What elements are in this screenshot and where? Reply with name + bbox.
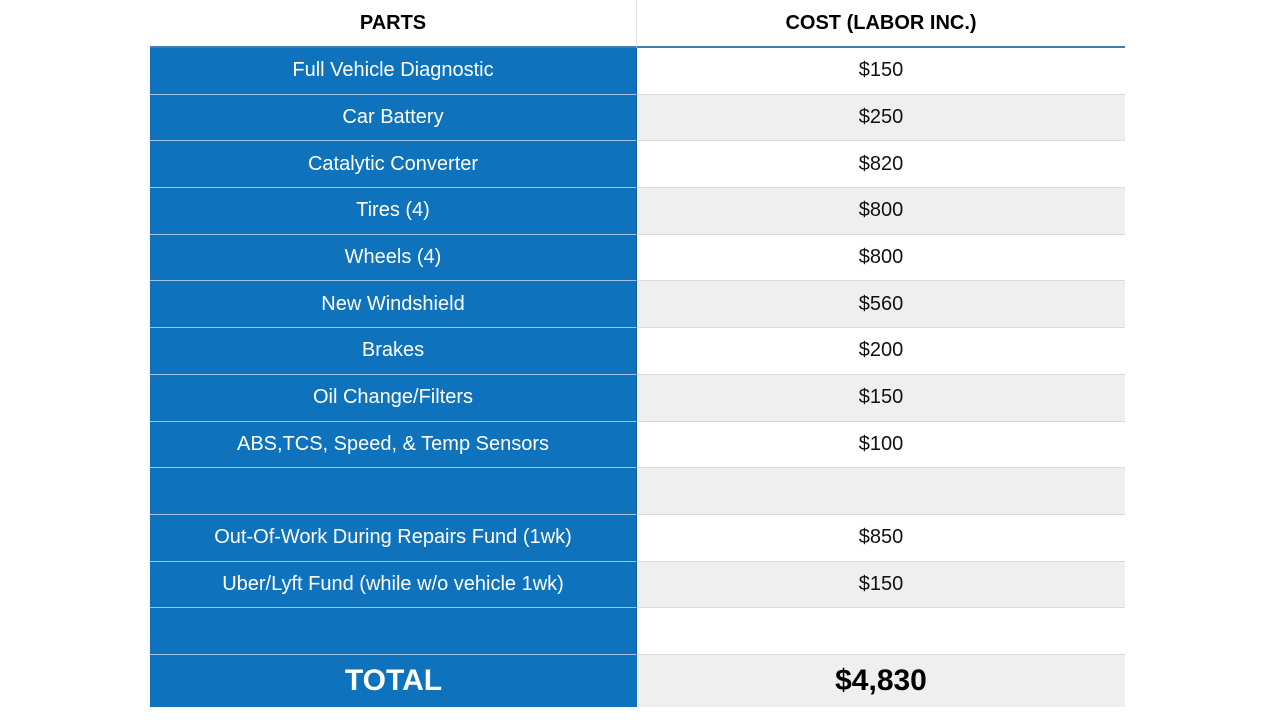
part-name-cell: Wheels (4) — [150, 235, 637, 282]
table-row — [150, 188, 1125, 235]
part-cost-cell: $150 — [637, 48, 1125, 95]
total-value: $4,830 — [637, 655, 1125, 707]
part-cost-cell: $200 — [637, 328, 1125, 375]
parts-column-header: PARTS — [150, 0, 637, 48]
part-name-cell: Out-Of-Work During Repairs Fund (1wk) — [150, 515, 637, 562]
part-cost-cell: $560 — [637, 281, 1125, 328]
table-body — [150, 48, 1125, 655]
total-row — [150, 655, 1125, 707]
part-name-cell: New Windshield — [150, 281, 637, 328]
part-cost-cell: $100 — [637, 422, 1125, 469]
part-name-cell: Catalytic Converter — [150, 141, 637, 188]
part-cost-cell: $820 — [637, 141, 1125, 188]
table-row — [150, 468, 1125, 515]
table-row — [150, 141, 1125, 188]
part-name-cell: Full Vehicle Diagnostic — [150, 48, 637, 95]
total-label: TOTAL — [150, 655, 637, 707]
table-header-row — [150, 0, 1125, 48]
part-name-cell: Uber/Lyft Fund (while w/o vehicle 1wk) — [150, 562, 637, 609]
part-cost-cell: $150 — [637, 375, 1125, 422]
part-cost-cell: $850 — [637, 515, 1125, 562]
part-cost-cell: $250 — [637, 95, 1125, 142]
part-cost-cell — [637, 468, 1125, 515]
part-name-cell — [150, 468, 637, 515]
table-row — [150, 328, 1125, 375]
table-row — [150, 95, 1125, 142]
table-row — [150, 562, 1125, 609]
part-name-cell: Tires (4) — [150, 188, 637, 235]
part-name-cell: Oil Change/Filters — [150, 375, 637, 422]
table-row — [150, 422, 1125, 469]
part-cost-cell: $800 — [637, 188, 1125, 235]
part-cost-cell: $800 — [637, 235, 1125, 282]
table-row — [150, 608, 1125, 655]
table-row — [150, 281, 1125, 328]
table-row — [150, 375, 1125, 422]
table-row — [150, 515, 1125, 562]
cost-column-header: COST (LABOR INC.) — [637, 0, 1125, 48]
table-row — [150, 235, 1125, 282]
table-row — [150, 48, 1125, 95]
part-name-cell: Car Battery — [150, 95, 637, 142]
part-cost-cell: $150 — [637, 562, 1125, 609]
cost-table — [150, 0, 1125, 707]
part-name-cell: ABS,TCS, Speed, & Temp Sensors — [150, 422, 637, 469]
part-name-cell: Brakes — [150, 328, 637, 375]
part-name-cell — [150, 608, 637, 655]
part-cost-cell — [637, 608, 1125, 655]
